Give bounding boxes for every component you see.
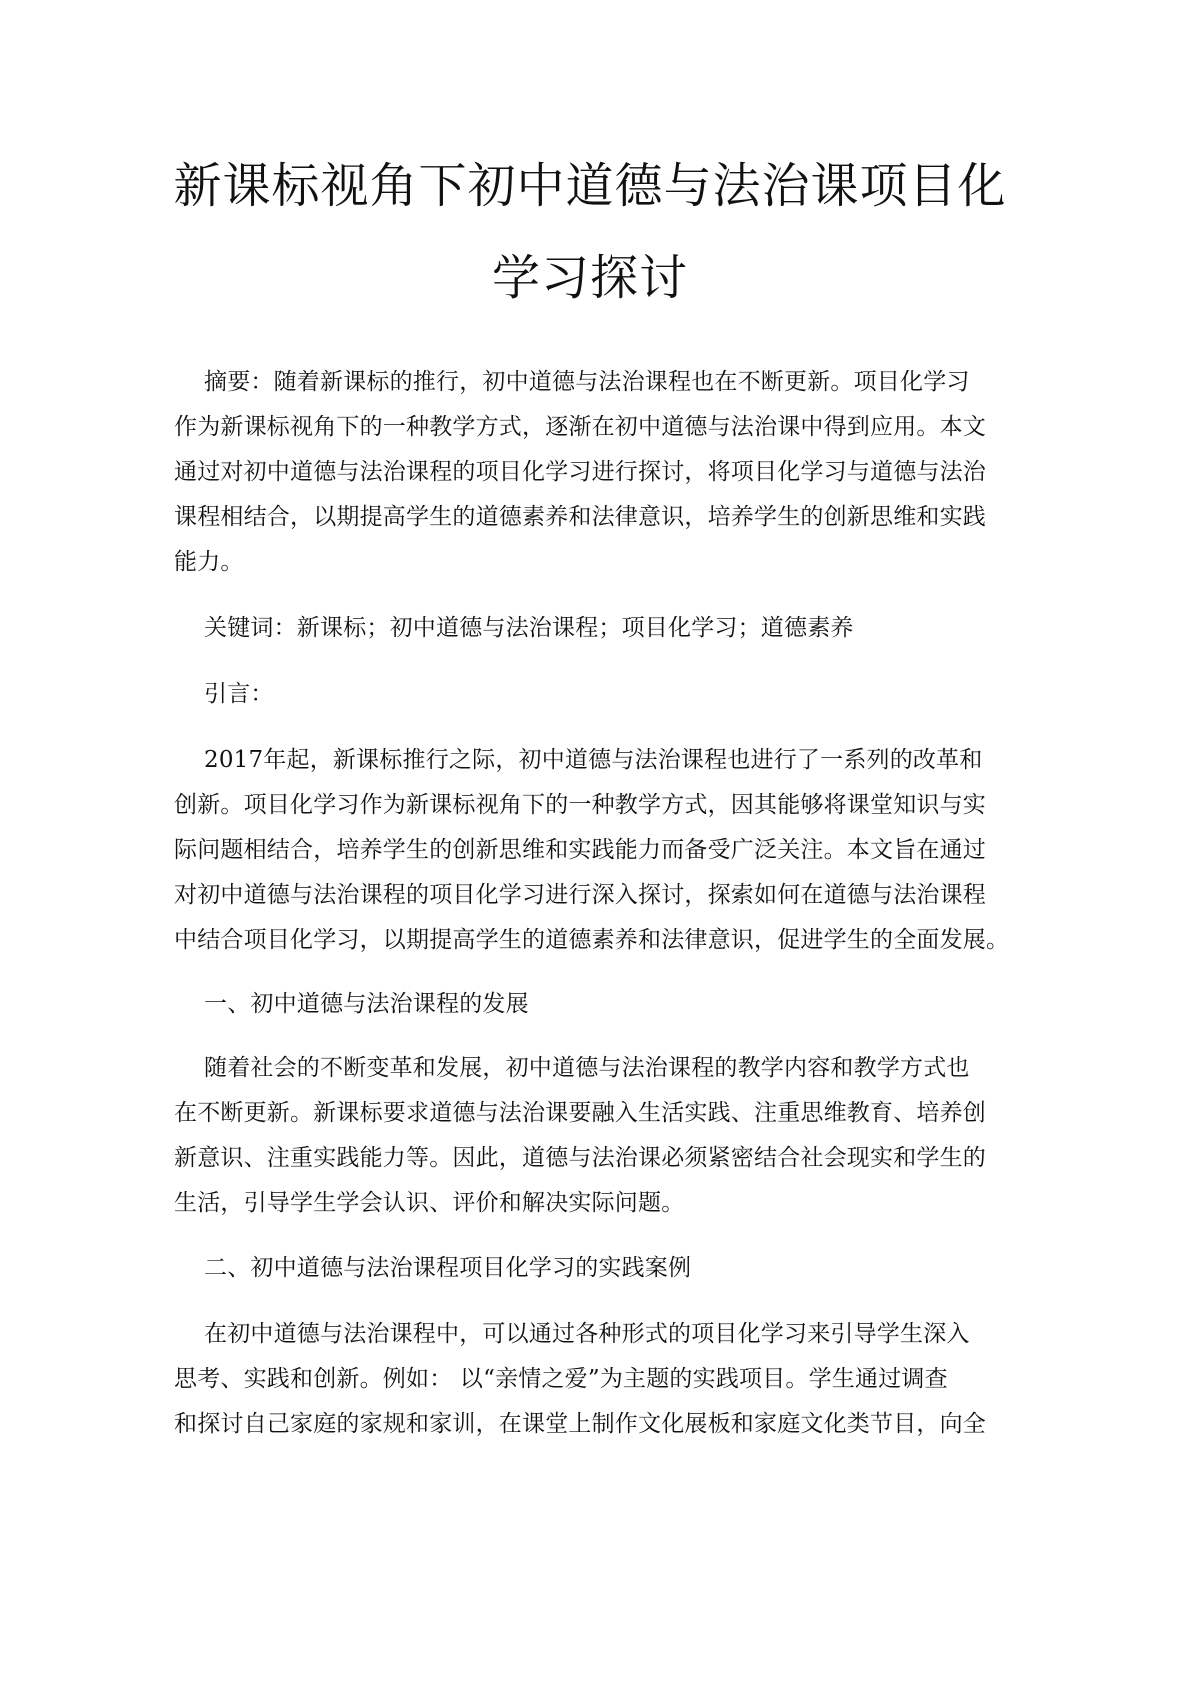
section-2-line: 思考、实践和创新。例如： 以“亲情之爱”为主题的实践项目。学生通过调查: [174, 1366, 948, 1392]
section-1-line: 新意识、注重实践能力等。因此，道德与法治课必须紧密结合社会现实和学生的: [174, 1145, 986, 1171]
intro-line: 际问题相结合，培养学生的创新思维和实践能力而备受广泛关注。本文旨在通过: [174, 837, 986, 863]
intro-heading: 引言：: [204, 681, 274, 707]
section-1-line: 在不断更新。新课标要求道德与法治课要融入生活实践、注重思维教育、培养创: [174, 1100, 986, 1126]
intro-line: 2017年起，新课标推行之际，初中道德与法治课程也进行了一系列的改革和: [204, 747, 983, 773]
section-2-line: 和探讨自己家庭的家规和家训，在课堂上制作文化展板和家庭文化类节目，向全: [174, 1411, 986, 1437]
title-line-1: 新课标视角下初中道德与法治课项目化: [173, 158, 1007, 214]
keywords-line: 关键词：新课标；初中道德与法治课程；项目化学习；道德素养: [204, 615, 854, 641]
abstract-line: 能力。: [174, 549, 244, 575]
section-heading-2: 二、初中道德与法治课程项目化学习的实践案例: [204, 1255, 692, 1281]
abstract-line: 摘要：随着新课标的推行，初中道德与法治课程也在不断更新。项目化学习: [204, 369, 970, 395]
section-2-line: 在初中道德与法治课程中，可以通过各种形式的项目化学习来引导学生深入: [204, 1321, 970, 1347]
intro-line: 中结合项目化学习，以期提高学生的道德素养和法律意识，促进学生的全面发展。: [174, 927, 1010, 953]
intro-line: 对初中道德与法治课程的项目化学习进行深入探讨，探索如何在道德与法治课程: [174, 882, 986, 908]
abstract-line: 通过对初中道德与法治课程的项目化学习进行探讨，将项目化学习与道德与法治: [174, 459, 986, 485]
section-heading-1: 一、初中道德与法治课程的发展: [204, 991, 529, 1017]
intro-line: 创新。项目化学习作为新课标视角下的一种教学方式，因其能够将课堂知识与实: [174, 792, 986, 818]
section-1-line: 生活，引导学生学会认识、评价和解决实际问题。: [174, 1190, 685, 1216]
section-1-line: 随着社会的不断变革和发展，初中道德与法治课程的教学内容和教学方式也: [204, 1055, 970, 1081]
title-line-2: 学习探讨: [491, 250, 688, 306]
abstract-line: 课程相结合，以期提高学生的道德素养和法律意识，培养学生的创新思维和实践: [174, 504, 986, 530]
abstract-line: 作为新课标视角下的一种教学方式，逐渐在初中道德与法治课中得到应用。本文: [174, 414, 986, 440]
